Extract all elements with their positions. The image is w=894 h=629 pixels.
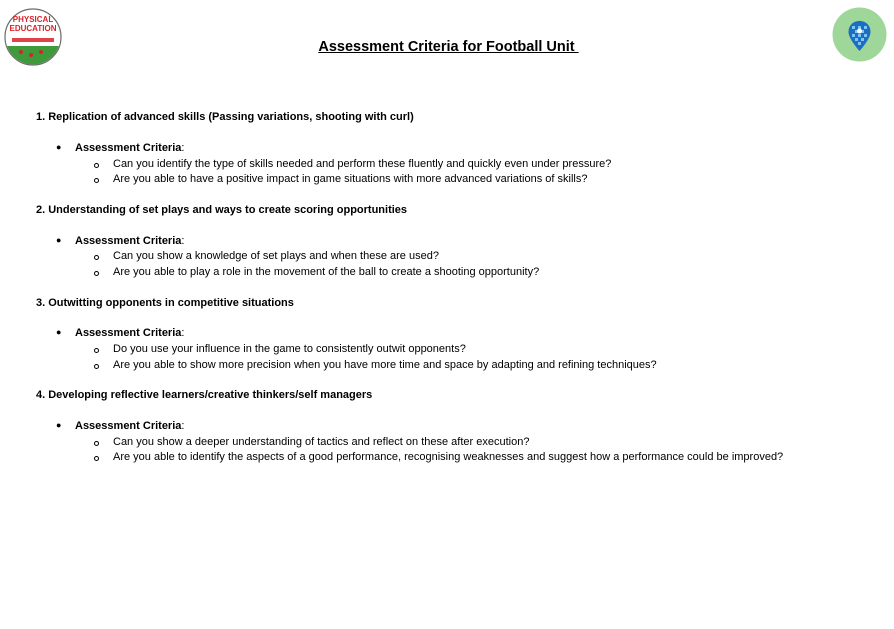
section-4 xyxy=(36,389,372,401)
document-title: Assessment Criteria for Football Unit xyxy=(318,39,579,55)
criteria-label: Assessment Criteria xyxy=(75,420,182,432)
criteria-label: Assessment Criteria xyxy=(75,142,182,154)
criteria-label: Assessment Criteria xyxy=(75,327,182,339)
section-heading: 1. Replication of advanced skills (Passing variations, shooting with curl) xyxy=(36,111,414,123)
physical-education-logo xyxy=(4,8,62,66)
bullet-icon: ● xyxy=(56,420,62,430)
svg-text:PHYSICAL: PHYSICAL xyxy=(12,15,54,24)
criteria-colon: : xyxy=(181,235,185,247)
section-heading: 2. Understanding of set plays and ways to create scoring opportunities xyxy=(36,204,408,216)
circle-bullet-icon xyxy=(94,348,99,353)
circle-bullet-icon xyxy=(94,364,99,369)
section-1 xyxy=(36,111,414,123)
circle-bullet-icon xyxy=(94,441,99,446)
section-3 xyxy=(36,297,294,309)
criteria-colon: : xyxy=(181,327,185,339)
question-text: Can you identify the type of skills needed and perform these fluently and quickly even under pressure? xyxy=(113,158,612,170)
criteria-label: Assessment Criteria xyxy=(75,235,182,247)
question-text: Do you use your influence in the game to consistently outwit opponents? xyxy=(113,343,466,355)
section-2 xyxy=(36,204,407,216)
bullet-icon: ● xyxy=(56,235,62,245)
circle-bullet-icon xyxy=(94,178,99,183)
question-text: Are you able to have a positive impact in game situations with more advanced variations of skills? xyxy=(113,173,588,185)
criteria-colon: : xyxy=(181,420,185,432)
circle-bullet-icon xyxy=(94,255,99,260)
section-heading: 4. Developing reflective learners/creative thinkers/self managers xyxy=(36,389,373,401)
section-heading: 3. Outwitting opponents in competitive situations xyxy=(36,297,294,309)
question-text: Are you able to identify the aspects of a good performance, recognising weaknesses and suggest how a performance could be improved? xyxy=(113,451,784,463)
bullet-icon: ● xyxy=(56,142,62,152)
circle-bullet-icon xyxy=(94,163,99,168)
question-text: Are you able to show more precision when you have more time and space by adapting and refining techniques? xyxy=(113,359,657,371)
svg-text:EDUCATION: EDUCATION xyxy=(9,24,57,33)
question-text: Can you show a deeper understanding of tactics and reflect on these after execution? xyxy=(113,436,530,448)
question-text: Can you show a knowledge of set plays and when these are used? xyxy=(113,250,439,262)
circle-bullet-icon xyxy=(94,271,99,276)
circle-bullet-icon xyxy=(94,456,99,461)
bullet-icon: ● xyxy=(56,327,62,337)
question-text: Are you able to play a role in the movement of the ball to create a shooting opportunity? xyxy=(113,266,540,278)
criteria-colon: : xyxy=(181,142,185,154)
